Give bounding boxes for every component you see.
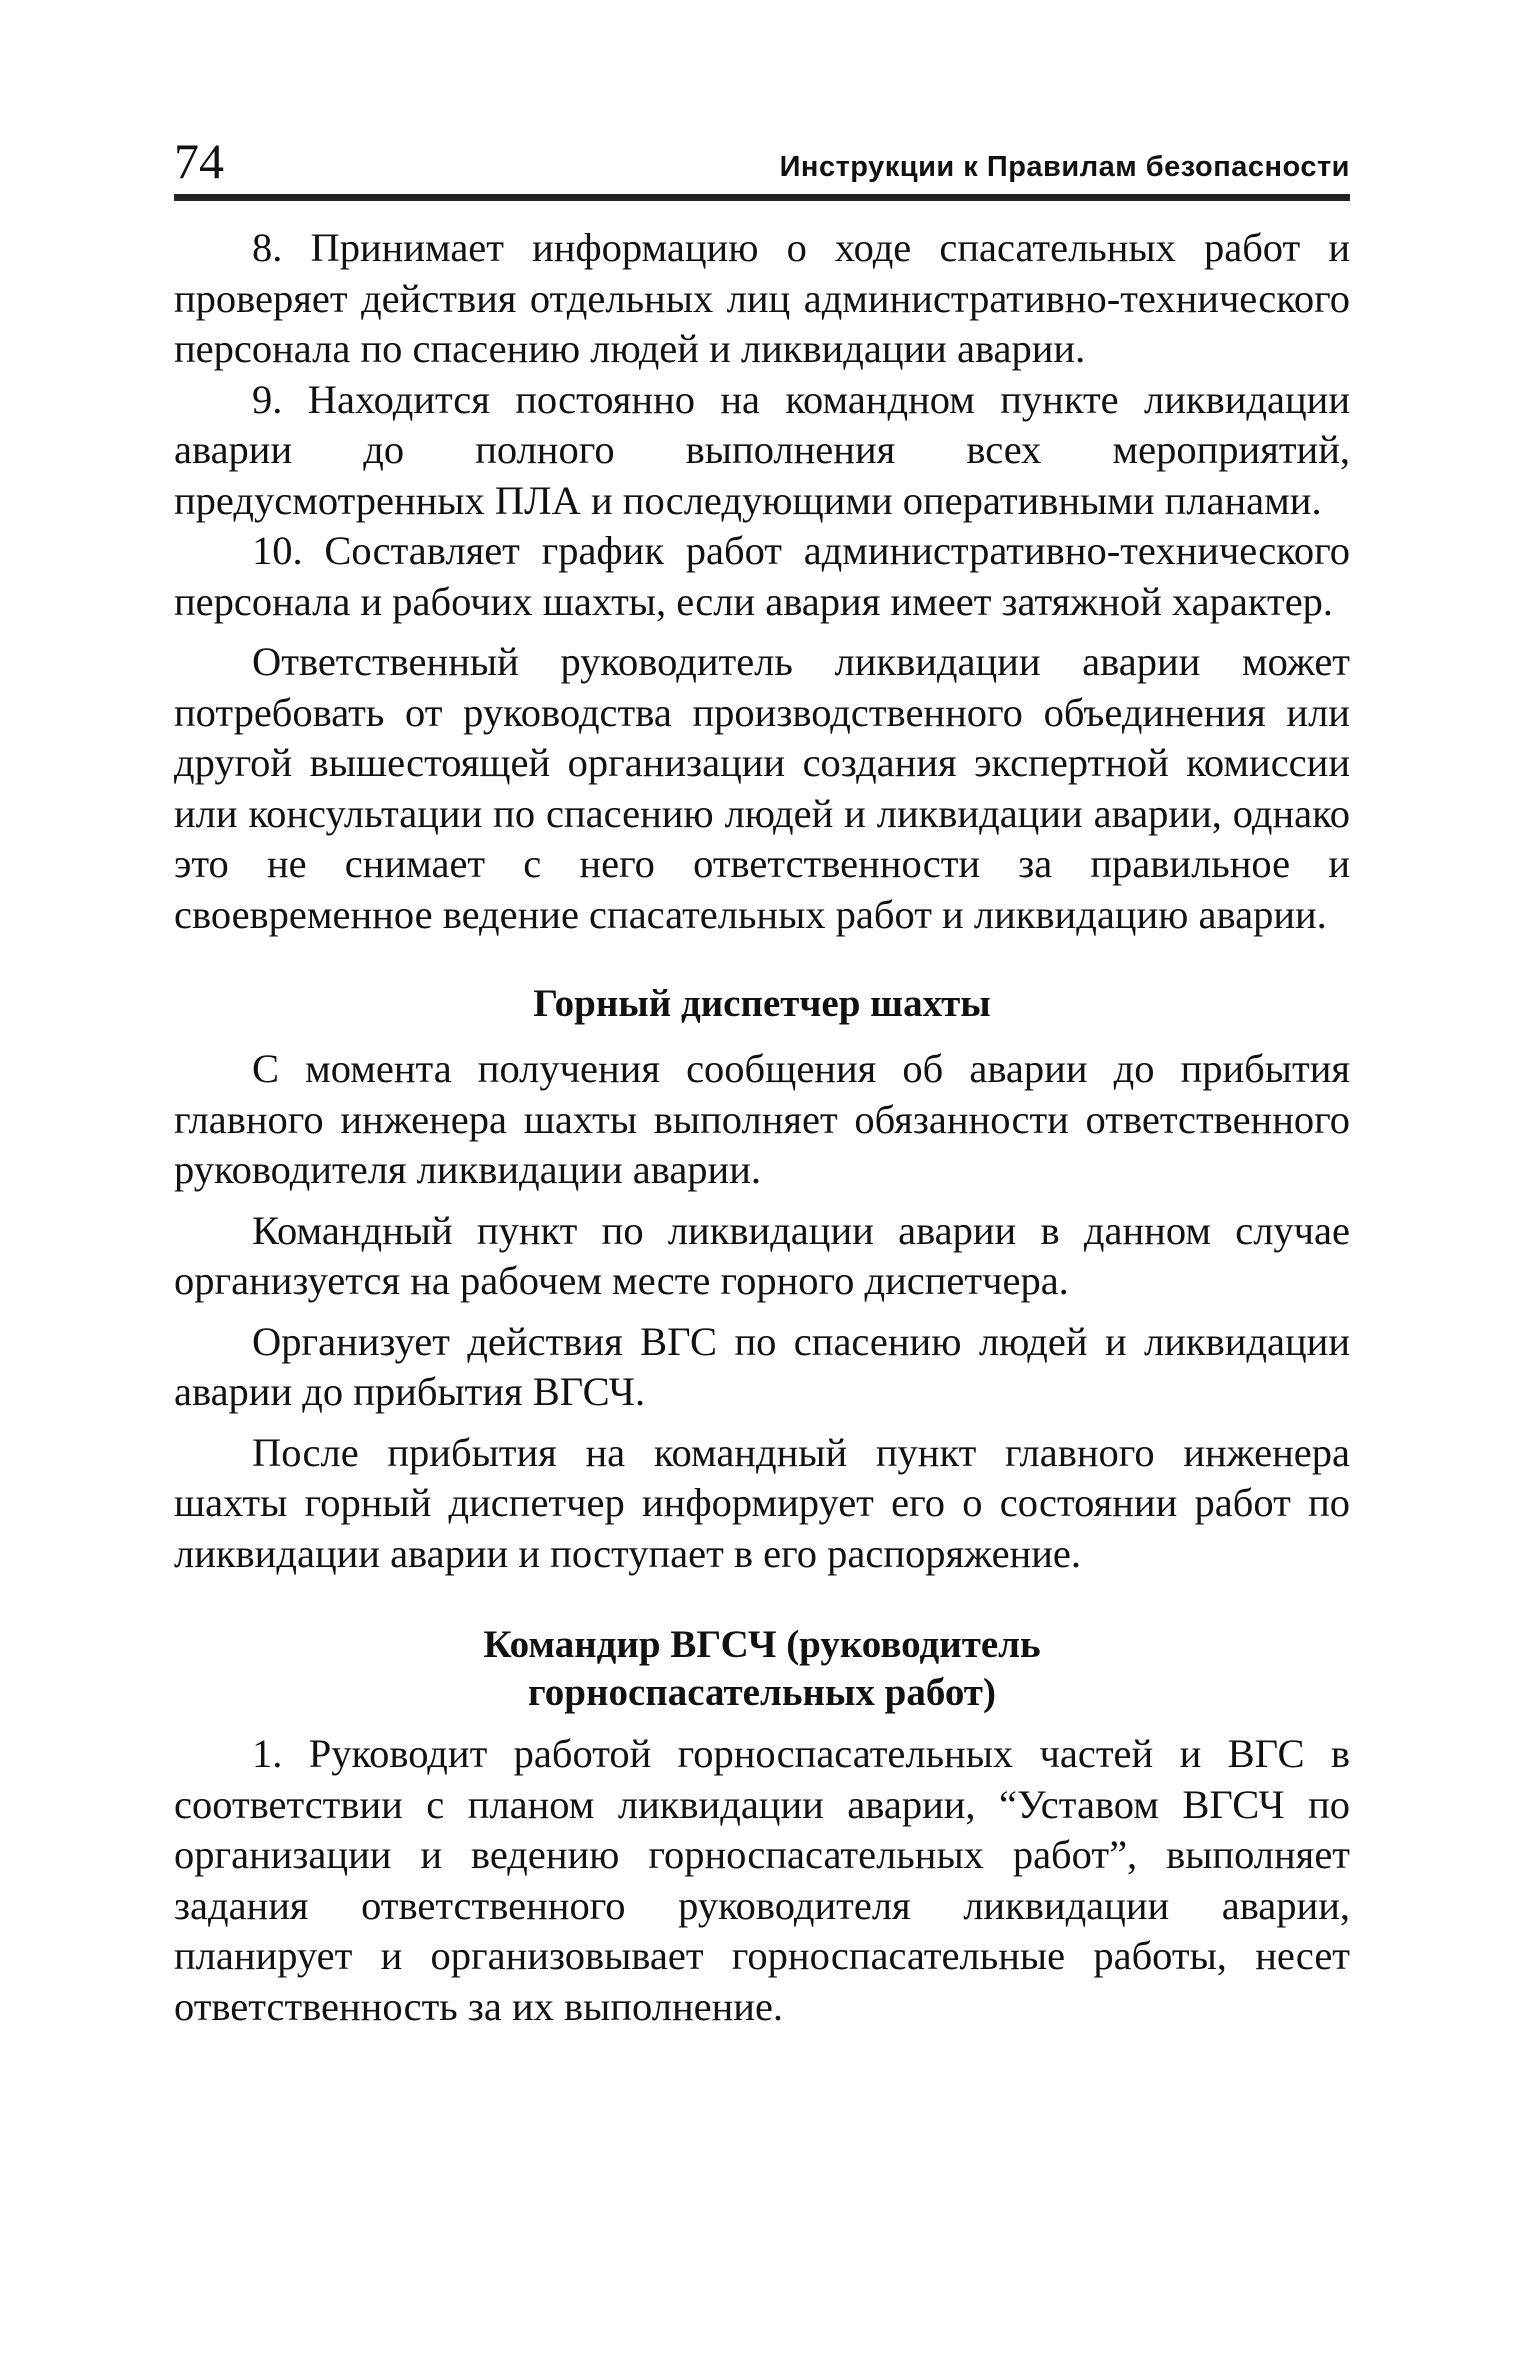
- heading-line: Командир ВГСЧ (руководитель: [483, 1623, 1041, 1666]
- body-paragraph: Ответственный руководитель ликвидации аварии может потребовать от руководства производственного объединения или другой вышестоящей организации создания экспертной комиссии или консультации по спасению людей и ликвидации аварии, однако это не снимает с него ответственности за правильное и своевременное ведение спасательных работ и ликвидацию аварии.: [174, 639, 1350, 937]
- list-item: 8. Принимает информацию о ходе спасательных работ и проверяет действия отдельных лиц административно-технического персонала по спасению людей и ликвидации аварии.: [174, 225, 1350, 371]
- header-rule: [174, 194, 1350, 201]
- section-heading-commander: [174, 1621, 1350, 1717]
- page-header: [174, 128, 1350, 189]
- list-item: 10. Составляет график работ административно-технического персонала и рабочих шахты, если авария имеет затяжной характер.: [174, 528, 1350, 624]
- heading-line: горноспасательных работ): [528, 1671, 996, 1714]
- book-page: [174, 128, 1350, 2032]
- list-item: 9. Находится постоянно на командном пункте ликвидации аварии до полного выполнения всех мероприятий, предусмотренных ПЛА и последующими оперативными планами.: [174, 376, 1350, 523]
- body-paragraph: 1. Руководит работой горноспасательных частей и ВГС в соответствии с планом ликвидации аварии, “Уставом ВГСЧ по организации и ведению горноспасательных работ”, выполняет задания ответственного руководителя ликвидации аварии, планирует и организовывает горноспасательные работы, несет ответственность за их выполнение.: [174, 1731, 1350, 2029]
- body-paragraph: После прибытия на командный пункт главного инженера шахты горный диспетчер информирует его о состоянии работ по ликвидации аварии и поступает в его распоряжение.: [174, 1429, 1350, 1576]
- body-paragraph: С момента получения сообщения об аварии до прибытия главного инженера шахты выполняет обязанности ответственного руководителя ликвидации аварии.: [174, 1046, 1350, 1192]
- body-paragraph: Организует действия ВГС по спасению людей и ликвидации аварии до прибытия ВГСЧ.: [174, 1318, 1350, 1414]
- running-title: Инструкции к Правилам безопасности: [779, 151, 1350, 183]
- page-number: 74: [174, 133, 224, 189]
- section-heading-dispatcher: Горный диспетчер шахты: [533, 982, 991, 1025]
- body-paragraph: Командный пункт по ликвидации аварии в данном случае организуется на рабочем месте горного диспетчера.: [174, 1207, 1350, 1303]
